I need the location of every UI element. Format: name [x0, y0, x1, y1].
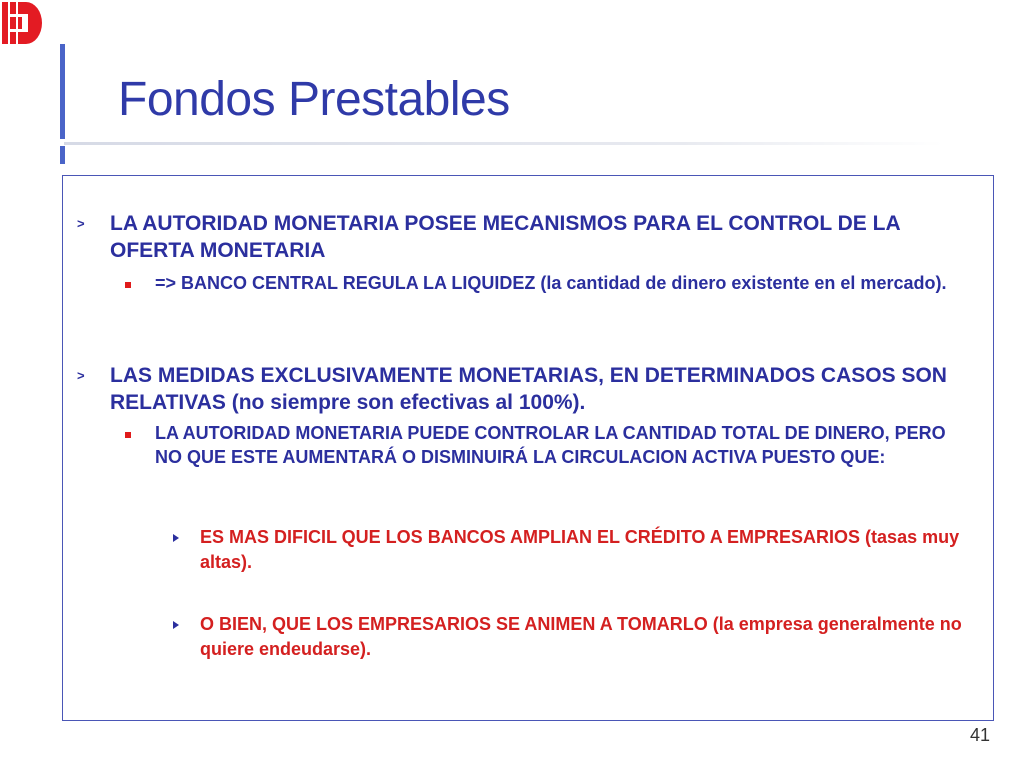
list-item-text: LA AUTORIDAD MONETARIA POSEE MECANISMOS PARA EL CONTROL DE LA OFERTA MONETARIA: [110, 212, 900, 262]
list-item: [110, 210, 980, 264]
title-accent-bar: [60, 44, 65, 139]
list-item-text: LAS MEDIDAS EXCLUSIVAMENTE MONETARIAS, EN DETERMINADOS CASOS SON RELATIVAS (no siempre son efectivas al 100%).: [110, 364, 947, 414]
list-item: [155, 271, 975, 295]
list-item-text: O BIEN, QUE LOS EMPRESARIOS SE ANIMEN A TOMARLO (la empresa generalmente no quiere endeudarse).: [200, 614, 962, 659]
logo-icon: [0, 0, 42, 46]
square-bullet-icon: [125, 432, 131, 438]
arrow-bullet-icon: >: [77, 368, 85, 383]
page-title: Fondos Prestables: [118, 73, 510, 126]
list-item-text: LA AUTORIDAD MONETARIA PUEDE CONTROLAR LA CANTIDAD TOTAL DE DINERO, PERO NO QUE ESTE AUMENTARÁ O DISMINUIRÁ LA CIRCULACION ACTIVA PUESTO QUE:: [155, 423, 946, 467]
list-item: [200, 525, 980, 575]
page-number: 41: [969, 725, 990, 745]
arrow-bullet-icon: >: [77, 216, 85, 231]
list-item: [155, 421, 965, 469]
list-item: [200, 612, 980, 662]
square-bullet-icon: [125, 282, 131, 288]
content-box: [62, 175, 994, 721]
list-item-text: ES MAS DIFICIL QUE LOS BANCOS AMPLIAN EL CRÉDITO A EMPRESARIOS (tasas muy altas).: [200, 527, 960, 572]
list-item-text: => BANCO CENTRAL REGULA LA LIQUIDEZ (la cantidad de dinero existente en el mercado).: [155, 273, 947, 293]
list-item: [110, 362, 950, 416]
title-accent-bar-lower: [60, 146, 65, 164]
title-divider: [64, 142, 944, 145]
triangle-bullet-icon: [173, 534, 179, 542]
triangle-bullet-icon: [173, 621, 179, 629]
